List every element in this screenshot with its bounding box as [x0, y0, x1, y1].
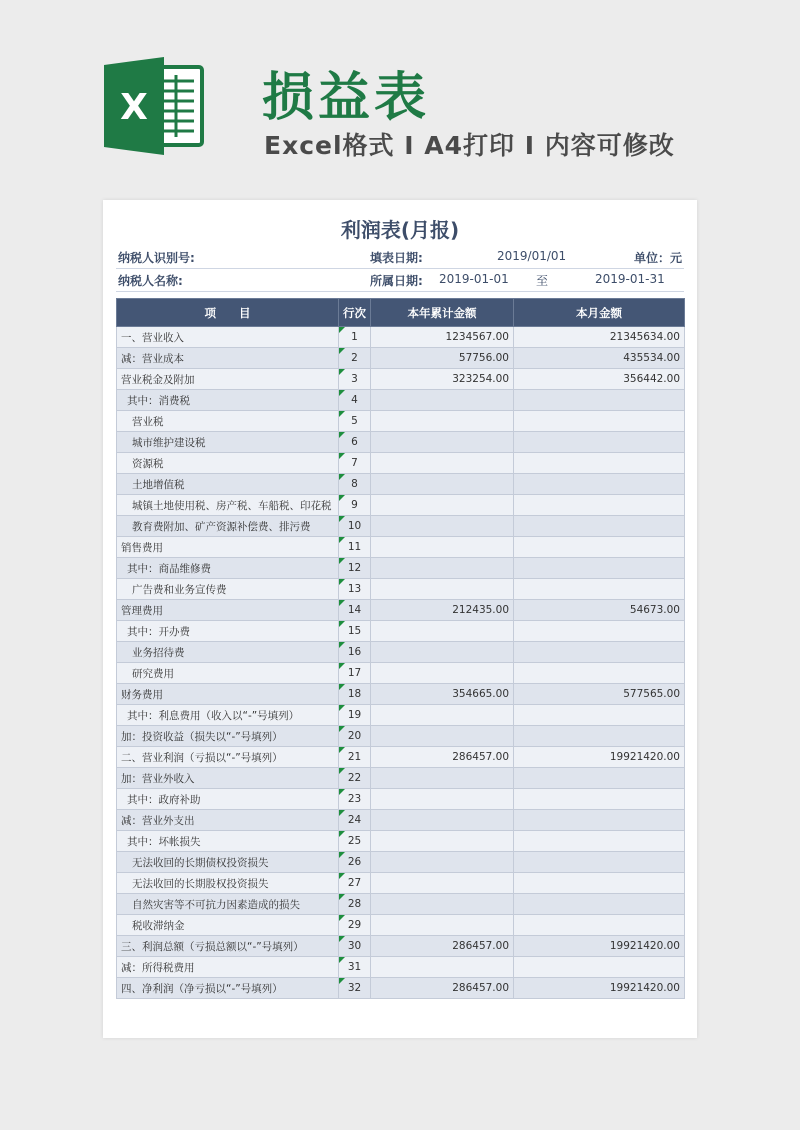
row-line-no-cell[interactable]: 5	[339, 411, 371, 432]
table-row	[117, 894, 685, 915]
row-item-cell[interactable]: 研究费用	[117, 663, 339, 684]
row-item-cell[interactable]: 减：营业外支出	[117, 810, 339, 831]
row-ytd-amount-cell[interactable]	[371, 516, 514, 537]
row-item-cell[interactable]: 销售费用	[117, 537, 339, 558]
row-line-no-cell[interactable]: 16	[339, 642, 371, 663]
row-ytd-amount-cell[interactable]	[371, 621, 514, 642]
row-ytd-amount-cell[interactable]: 354665.00	[371, 684, 514, 705]
row-line-no-cell[interactable]: 23	[339, 789, 371, 810]
row-line-no-cell[interactable]: 29	[339, 915, 371, 936]
row-month-amount-cell[interactable]	[514, 621, 685, 642]
row-ytd-amount-cell[interactable]	[371, 852, 514, 873]
row-month-amount-cell[interactable]: 19921420.00	[514, 936, 685, 957]
row-month-amount-cell[interactable]	[514, 894, 685, 915]
row-ytd-amount-cell[interactable]: 286457.00	[371, 978, 514, 999]
row-month-amount-cell[interactable]	[514, 432, 685, 453]
row-month-amount-cell[interactable]	[514, 831, 685, 852]
row-month-amount-cell[interactable]: 356442.00	[514, 369, 685, 390]
row-item-cell[interactable]: 广告费和业务宣传费	[117, 579, 339, 600]
row-line-no-cell[interactable]: 1	[339, 327, 371, 348]
fill-date-label: 填表日期:	[370, 251, 423, 265]
row-line-no-cell[interactable]: 8	[339, 474, 371, 495]
row-item-cell[interactable]: 城镇土地使用税、房产税、车船税、印花税	[117, 495, 339, 516]
info-row-1	[116, 246, 684, 269]
row-line-no-cell[interactable]: 20	[339, 726, 371, 747]
row-item-cell[interactable]: 其中：消费税	[117, 390, 339, 411]
row-month-amount-cell[interactable]	[514, 705, 685, 726]
row-ytd-amount-cell[interactable]: 323254.00	[371, 369, 514, 390]
row-item-cell[interactable]: 业务招待费	[117, 642, 339, 663]
period-end[interactable]: 2019-01-31	[595, 272, 665, 286]
row-month-amount-cell[interactable]	[514, 642, 685, 663]
row-line-no-cell[interactable]: 17	[339, 663, 371, 684]
table-row	[117, 579, 685, 600]
row-item-cell[interactable]: 减：所得税费用	[117, 957, 339, 978]
row-month-amount-cell[interactable]	[514, 957, 685, 978]
row-line-no-cell[interactable]: 32	[339, 978, 371, 999]
row-ytd-amount-cell[interactable]: 286457.00	[371, 747, 514, 768]
row-month-amount-cell[interactable]	[514, 474, 685, 495]
row-item-cell[interactable]: 无法收回的长期股权投资损失	[117, 873, 339, 894]
row-ytd-amount-cell[interactable]	[371, 537, 514, 558]
table-row	[117, 411, 685, 432]
row-item-cell[interactable]: 减：营业成本	[117, 348, 339, 369]
row-month-amount-cell[interactable]	[514, 516, 685, 537]
period-start[interactable]: 2019-01-01	[439, 272, 509, 286]
row-line-no-cell[interactable]: 18	[339, 684, 371, 705]
row-item-cell[interactable]: 其中：坏帐损失	[117, 831, 339, 852]
table-row	[117, 726, 685, 747]
row-line-no-cell[interactable]: 15	[339, 621, 371, 642]
row-ytd-amount-cell[interactable]: 1234567.00	[371, 327, 514, 348]
row-ytd-amount-cell[interactable]	[371, 411, 514, 432]
row-ytd-amount-cell[interactable]	[371, 663, 514, 684]
period-to: 至	[536, 274, 549, 288]
row-line-no-cell[interactable]: 2	[339, 348, 371, 369]
table-row	[117, 432, 685, 453]
row-line-no-cell[interactable]: 19	[339, 705, 371, 726]
row-item-cell[interactable]: 税收滞纳金	[117, 915, 339, 936]
table-row	[117, 495, 685, 516]
row-item-cell[interactable]: 一、营业收入	[117, 327, 339, 348]
row-ytd-amount-cell[interactable]	[371, 957, 514, 978]
row-month-amount-cell[interactable]	[514, 768, 685, 789]
table-row	[117, 621, 685, 642]
row-ytd-amount-cell[interactable]: 286457.00	[371, 936, 514, 957]
row-month-amount-cell[interactable]	[514, 411, 685, 432]
row-line-no-cell[interactable]: 28	[339, 894, 371, 915]
row-month-amount-cell[interactable]	[514, 852, 685, 873]
row-item-cell[interactable]: 加：营业外收入	[117, 768, 339, 789]
row-line-no-cell[interactable]: 10	[339, 516, 371, 537]
row-ytd-amount-cell[interactable]	[371, 873, 514, 894]
row-ytd-amount-cell[interactable]	[371, 558, 514, 579]
row-month-amount-cell[interactable]	[514, 558, 685, 579]
income-statement-table	[116, 298, 685, 999]
row-month-amount-cell[interactable]	[514, 726, 685, 747]
row-line-no-cell[interactable]: 11	[339, 537, 371, 558]
row-ytd-amount-cell[interactable]	[371, 642, 514, 663]
row-line-no-cell[interactable]: 14	[339, 600, 371, 621]
table-row	[117, 369, 685, 390]
row-line-no-cell[interactable]: 30	[339, 936, 371, 957]
table-row	[117, 936, 685, 957]
table-row	[117, 537, 685, 558]
table-row	[117, 390, 685, 411]
page-title: 损益表	[262, 68, 431, 128]
row-month-amount-cell[interactable]	[514, 663, 685, 684]
header-item: 项 目	[117, 299, 339, 327]
row-ytd-amount-cell[interactable]	[371, 705, 514, 726]
row-ytd-amount-cell[interactable]	[371, 579, 514, 600]
row-item-cell[interactable]: 营业税金及附加	[117, 369, 339, 390]
row-month-amount-cell[interactable]: 21345634.00	[514, 327, 685, 348]
row-month-amount-cell[interactable]	[514, 495, 685, 516]
row-month-amount-cell[interactable]: 577565.00	[514, 684, 685, 705]
row-item-cell[interactable]: 自然灾害等不可抗力因素造成的损失	[117, 894, 339, 915]
table-row	[117, 348, 685, 369]
row-item-cell[interactable]: 无法收回的长期债权投资损失	[117, 852, 339, 873]
row-ytd-amount-cell[interactable]	[371, 768, 514, 789]
row-ytd-amount-cell[interactable]	[371, 726, 514, 747]
row-month-amount-cell[interactable]	[514, 579, 685, 600]
row-item-cell[interactable]: 土地增值税	[117, 474, 339, 495]
row-item-cell[interactable]: 三、利润总额（亏损总额以“-”号填列）	[117, 936, 339, 957]
row-item-cell[interactable]: 加：投资收益（损失以“-”号填列）	[117, 726, 339, 747]
row-ytd-amount-cell[interactable]	[371, 789, 514, 810]
row-item-cell[interactable]: 管理费用	[117, 600, 339, 621]
row-month-amount-cell[interactable]	[514, 873, 685, 894]
row-line-no-cell[interactable]: 26	[339, 852, 371, 873]
row-month-amount-cell[interactable]: 19921420.00	[514, 747, 685, 768]
row-line-no-cell[interactable]: 13	[339, 579, 371, 600]
table-row	[117, 705, 685, 726]
row-ytd-amount-cell[interactable]	[371, 474, 514, 495]
row-ytd-amount-cell[interactable]	[371, 915, 514, 936]
table-row	[117, 516, 685, 537]
table-row	[117, 768, 685, 789]
table-row	[117, 684, 685, 705]
row-month-amount-cell[interactable]	[514, 810, 685, 831]
row-line-no-cell[interactable]: 12	[339, 558, 371, 579]
header-ytd-amount: 本年累计金额	[371, 299, 514, 327]
row-item-cell[interactable]: 其中：开办费	[117, 621, 339, 642]
table-row	[117, 957, 685, 978]
row-line-no-cell[interactable]: 3	[339, 369, 371, 390]
row-ytd-amount-cell[interactable]	[371, 390, 514, 411]
report-title: 利润表(月报)	[340, 218, 460, 242]
header-month-amount: 本月金额	[514, 299, 685, 327]
page-subtitle: Excel格式 I A4打印 I 内容可修改	[264, 131, 675, 160]
row-month-amount-cell[interactable]	[514, 789, 685, 810]
taxpayer-id-label: 纳税人识别号:	[118, 251, 195, 265]
table-row	[117, 831, 685, 852]
unit-label: 单位：元	[633, 251, 682, 265]
row-line-no-cell[interactable]: 27	[339, 873, 371, 894]
table-row	[117, 789, 685, 810]
row-line-no-cell[interactable]: 21	[339, 747, 371, 768]
excel-logo-letter: X	[120, 87, 148, 128]
header-line-no: 行次	[339, 299, 371, 327]
row-line-no-cell[interactable]: 9	[339, 495, 371, 516]
table-row	[117, 810, 685, 831]
table-row	[117, 600, 685, 621]
table-row	[117, 474, 685, 495]
row-month-amount-cell[interactable]	[514, 915, 685, 936]
row-month-amount-cell[interactable]: 435534.00	[514, 348, 685, 369]
info-row-2	[116, 269, 684, 292]
row-item-cell[interactable]: 其中：商品维修费	[117, 558, 339, 579]
row-ytd-amount-cell[interactable]	[371, 831, 514, 852]
table-row	[117, 915, 685, 936]
row-ytd-amount-cell[interactable]: 57756.00	[371, 348, 514, 369]
row-ytd-amount-cell[interactable]	[371, 495, 514, 516]
table-row	[117, 978, 685, 999]
table-row	[117, 327, 685, 348]
row-ytd-amount-cell[interactable]	[371, 453, 514, 474]
table-header-row	[117, 299, 685, 327]
row-month-amount-cell[interactable]: 54673.00	[514, 600, 685, 621]
period-label: 所属日期:	[370, 274, 423, 288]
row-item-cell[interactable]: 四、净利润（净亏损以“-”号填列）	[117, 978, 339, 999]
row-item-cell[interactable]: 其中：政府补助	[117, 789, 339, 810]
table-row	[117, 642, 685, 663]
row-item-cell[interactable]: 其中：利息费用（收入以“-”号填列）	[117, 705, 339, 726]
row-item-cell[interactable]: 资源税	[117, 453, 339, 474]
row-line-no-cell[interactable]: 22	[339, 768, 371, 789]
table-row	[117, 852, 685, 873]
table-row	[117, 747, 685, 768]
table-row	[117, 663, 685, 684]
fill-date-value[interactable]: 2019/01/01	[497, 249, 567, 263]
row-month-amount-cell[interactable]: 19921420.00	[514, 978, 685, 999]
row-item-cell[interactable]: 营业税	[117, 411, 339, 432]
excel-icon	[104, 57, 204, 155]
row-line-no-cell[interactable]: 31	[339, 957, 371, 978]
row-month-amount-cell[interactable]	[514, 390, 685, 411]
row-item-cell[interactable]: 教育费附加、矿产资源补偿费、排污费	[117, 516, 339, 537]
table-row	[117, 453, 685, 474]
row-ytd-amount-cell[interactable]	[371, 810, 514, 831]
row-item-cell[interactable]: 城市维护建设税	[117, 432, 339, 453]
spreadsheet-page	[103, 200, 697, 1038]
table-row	[117, 558, 685, 579]
table-row	[117, 873, 685, 894]
row-ytd-amount-cell[interactable]	[371, 894, 514, 915]
row-month-amount-cell[interactable]	[514, 453, 685, 474]
row-line-no-cell[interactable]: 24	[339, 810, 371, 831]
row-item-cell[interactable]: 二、营业利润（亏损以“-”号填列）	[117, 747, 339, 768]
row-ytd-amount-cell[interactable]	[371, 432, 514, 453]
row-line-no-cell[interactable]: 6	[339, 432, 371, 453]
row-item-cell[interactable]: 财务费用	[117, 684, 339, 705]
row-line-no-cell[interactable]: 25	[339, 831, 371, 852]
row-month-amount-cell[interactable]	[514, 537, 685, 558]
row-ytd-amount-cell[interactable]: 212435.00	[371, 600, 514, 621]
row-line-no-cell[interactable]: 7	[339, 453, 371, 474]
row-line-no-cell[interactable]: 4	[339, 390, 371, 411]
taxpayer-name-label: 纳税人名称:	[118, 274, 183, 288]
